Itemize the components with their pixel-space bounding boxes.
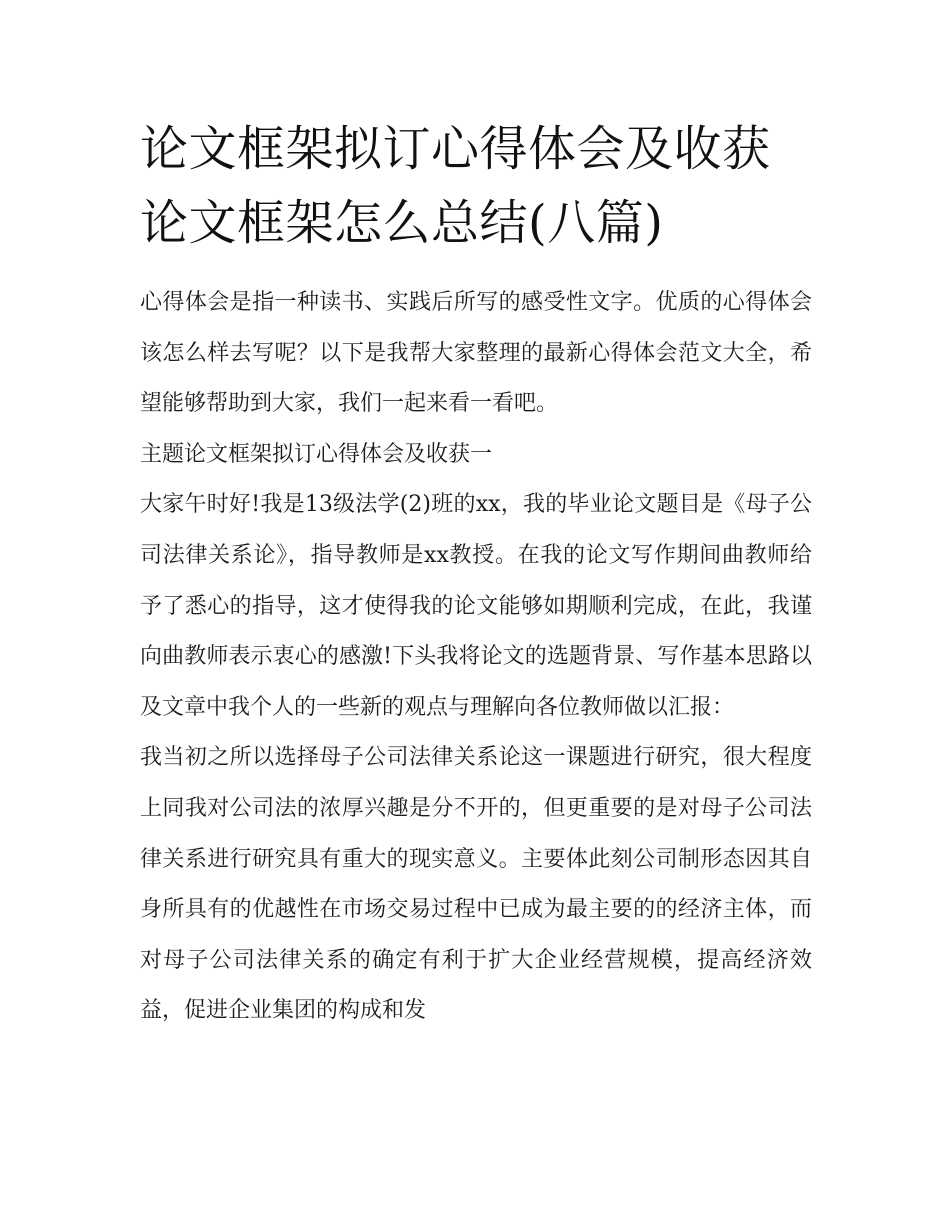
document-page [140,112,812,1037]
intro-paragraph: 心得体会是指一种读书、实践后所写的感受性文字。优质的心得体会该怎么样去写呢？以下是我帮大家整理的最新心得体会范文大全，希望能够帮助到大家，我们一起来看一看吧。 [140,290,812,417]
document-body [140,278,812,1037]
body-paragraph-2: 我当初之所以选择母子公司法律关系论这一课题进行研究，很大程度上同我对公司法的浓厚兴趣是分不开的，但更重要的是对母子公司法律关系进行研究具有重大的现实意义。主要体此刻公司制形态因其自身所具有的优越性在市场交易过程中已成为最主要的的经济主体，而对母子公司法律关系的确定有利于扩大企业经营规模，提高经济效益，促进企业集团的构成和发 [140,745,812,1024]
title-line-1: 论文框架拟订心得体会及收获 [140,121,771,177]
title-line-2: 论文框架怎么总结(八篇) [140,195,664,251]
body-paragraph-1: 大家午时好!我是13级法学(2)班的xx，我的毕业论文题目是《母子公司法律关系论》，指导教师是xx教授。在我的论文写作期间曲教师给予了悉心的指导，这才使得我的论文能够如期顺利完成，在此，我谨向曲教师表示衷心的感激!下头我将论文的选题背景、写作基本思路以及文章中我个人的一些新的观点与理解向各位教师做以汇报： [140,492,812,720]
section-heading: 主题论文框架拟订心得体会及收获一 [140,441,493,467]
document-title [140,112,812,260]
